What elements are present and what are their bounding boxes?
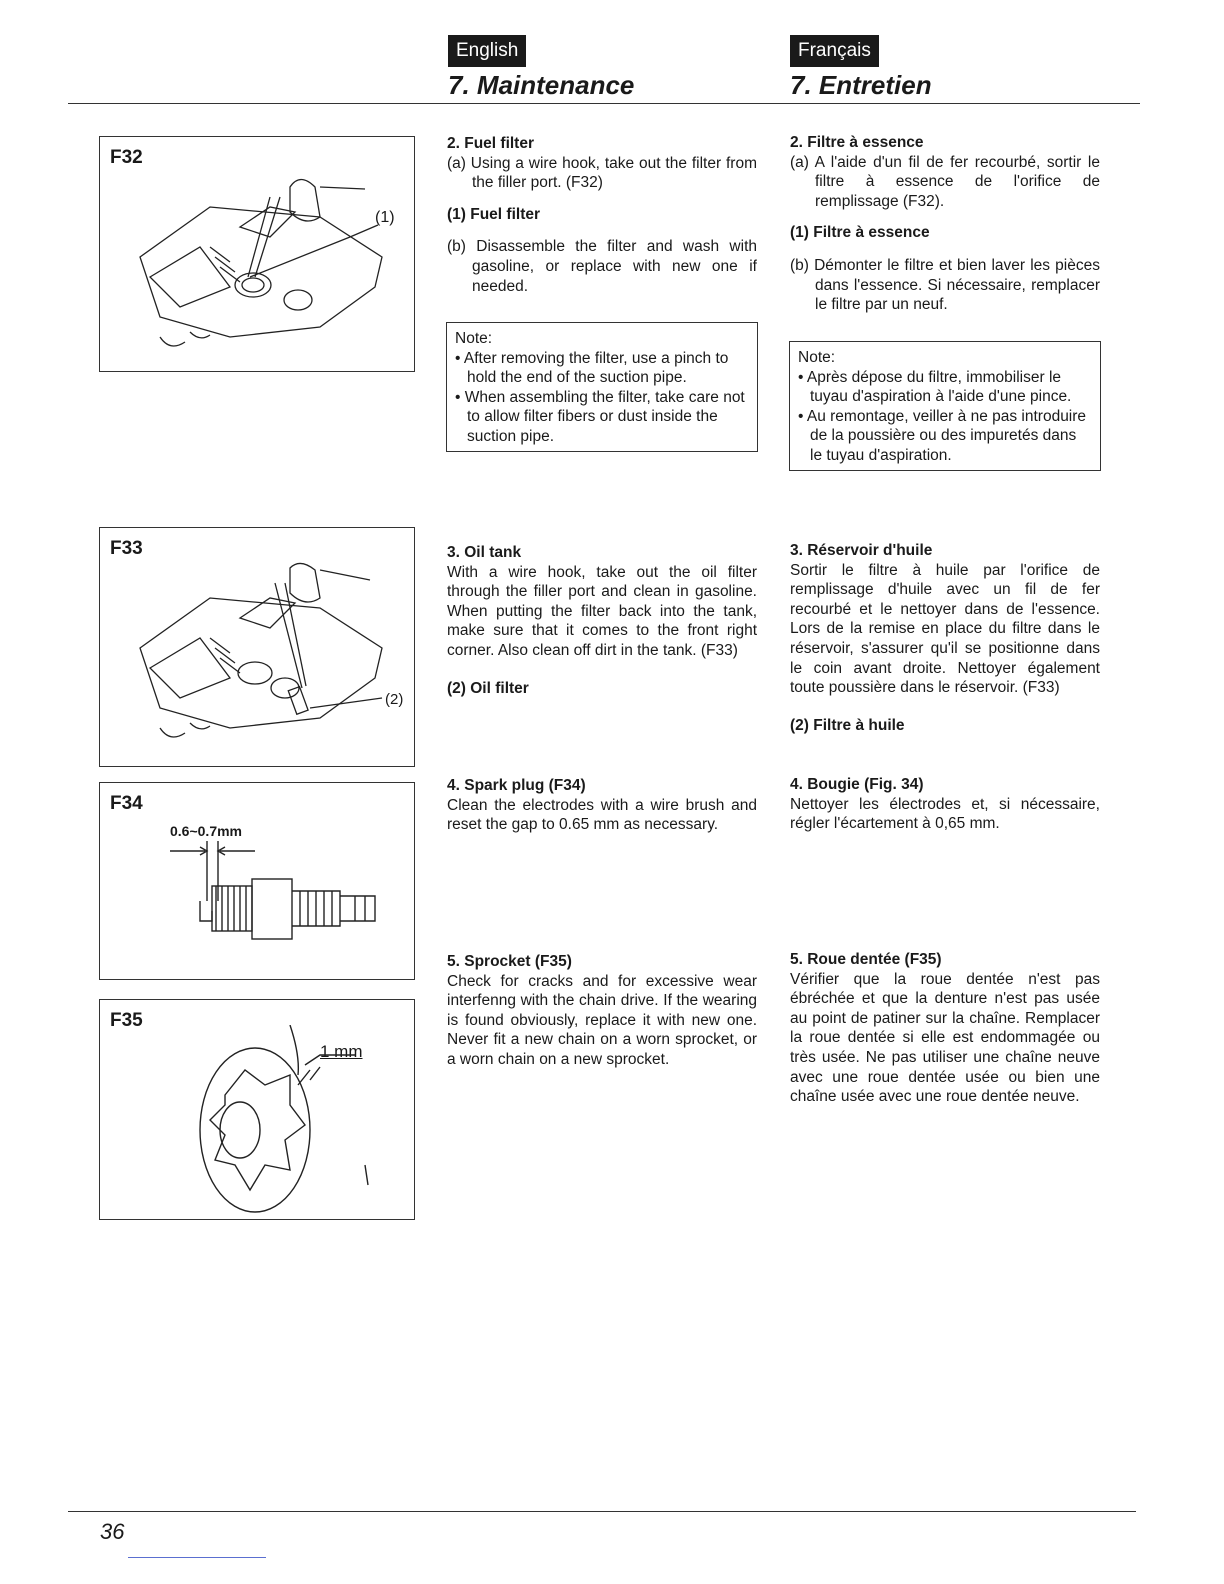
french-oil-tank-callout: (2) Filtre à huile xyxy=(790,716,905,734)
english-spark-plug-section xyxy=(447,776,757,835)
french-oil-tank-section xyxy=(790,541,1100,735)
english-fuel-filter-step-a: (a) Using a wire hook, take out the filter from the filler port. (F32) xyxy=(447,154,757,192)
french-oil-tank-body: Sortir le filtre à huile par l'orifice de remplissage d'huile avec un fil de fer recourbé et le nettoyer dans de l'essence. Lors de la remise en place du filtre dans le réservoir, s'assurer qu'il se positionne dans le coin avant droite. Nettoyer également toute poussière dans le réservoir. (F33) xyxy=(790,561,1100,697)
english-section-title: 7. Maintenance xyxy=(448,70,635,100)
french-fuel-filter-heading: 2. Filtre à essence xyxy=(790,134,924,151)
header-rule xyxy=(68,103,1140,104)
english-oil-tank-heading: 3. Oil tank xyxy=(447,544,522,561)
note-title: Note: xyxy=(798,349,836,366)
note-item: • Après dépose du filtre, immobiliser le tuyau d'aspiration à l'aide d'une pince. xyxy=(798,368,1072,406)
figure-f32 xyxy=(99,136,415,372)
french-fuel-filter-step-b: (b) Démonter le filtre et bien laver les pièces dans l'essence. Si nécessaire, remplacer le filtre par un neuf. xyxy=(790,256,1100,314)
note-item: • When assembling the filter, take care not to allow filter fibers or dust inside the suction pipe. xyxy=(455,388,745,445)
spark-plug-illustration xyxy=(160,841,400,951)
english-fuel-filter-section xyxy=(447,134,757,296)
english-fuel-filter-heading: 2. Fuel filter xyxy=(447,135,534,152)
english-oil-tank-body: With a wire hook, take out the oil filter through the filler port and clean in gasoline. When putting the filter back into the tank, make sure that it comes to the front right corner. Also clean off dirt in the tank. (F33) xyxy=(447,563,757,659)
figure-label: F32 xyxy=(110,147,143,168)
french-fuel-filter-step-a: (a) A l'aide d'un fil de fer recourbé, sortir le filtre à essence de l'orifice de remplissage (F32). xyxy=(790,153,1100,210)
french-oil-tank-heading: 3. Réservoir d'huile xyxy=(790,542,933,559)
footer-rule xyxy=(68,1511,1136,1512)
page-number: 36 xyxy=(100,1519,125,1544)
french-language-tag: Français xyxy=(790,35,879,67)
figure-f33 xyxy=(99,527,415,767)
footer-link-underline xyxy=(128,1557,266,1558)
figure-label: F33 xyxy=(110,538,143,559)
figure-label: F34 xyxy=(110,793,143,814)
english-language-tag: English xyxy=(448,35,526,67)
french-section-title: 7. Entretien xyxy=(790,70,932,100)
english-spark-plug-body: Clean the electrodes with a wire brush and reset the gap to 0.65 mm as necessary. xyxy=(447,796,757,834)
english-spark-plug-heading: 4. Spark plug (F34) xyxy=(447,777,586,794)
note-item: • Au remontage, veiller à ne pas introduire de la poussière ou des impuretés dans le tuyau d'aspiration. xyxy=(798,407,1087,464)
figure-f34 xyxy=(99,782,415,980)
english-oil-tank-callout: (2) Oil filter xyxy=(447,679,529,697)
figure-f35 xyxy=(99,999,415,1220)
gap-dimension-label: 0.6~0.7mm xyxy=(170,823,242,839)
fuel-tank-illustration xyxy=(120,167,410,367)
note-title: Note: xyxy=(455,330,493,347)
english-sprocket-section xyxy=(447,952,757,1070)
french-sprocket-heading: 5. Roue dentée (F35) xyxy=(790,951,942,968)
french-spark-plug-body: Nettoyer les électrodes et, si nécessaire, régler l'écartement à 0,65 mm. xyxy=(790,795,1100,833)
french-sprocket-section xyxy=(790,950,1100,1107)
french-fuel-filter-note xyxy=(789,341,1101,471)
english-sprocket-body: Check for cracks and for excessive wear interfenng with the chain drive. If the wearing is found obviously, replace it with new one. Never fit a new chain on a worn sprocket, or a worn chain on a new sprocket. xyxy=(447,972,757,1068)
figure-label: F35 xyxy=(110,1010,143,1031)
french-sprocket-body: Vérifier que la roue dentée n'est pas ébréchée et que la denture n'est pas usée au point de patiner sur la chaîne. Remplacer la roue dentée si elle est endommagée ou très usée. Ne pas utiliser une chaîne neuve avec une roue dentée usée ou bien une chaîne usée avec une roue dentée neuve. xyxy=(790,970,1100,1106)
english-fuel-filter-step-b: (b) Disassemble the filter and wash with gasoline, or replace with new one if needed. xyxy=(447,238,757,295)
french-fuel-filter-callout: (1) Filtre à essence xyxy=(790,224,930,242)
french-spark-plug-section xyxy=(790,775,1100,834)
note-item: • After removing the filter, use a pinch to hold the end of the suction pipe. xyxy=(455,349,729,387)
french-fuel-filter-section xyxy=(790,133,1100,315)
english-sprocket-heading: 5. Sprocket (F35) xyxy=(447,953,572,970)
english-fuel-filter-callout: (1) Fuel filter xyxy=(447,205,541,223)
english-oil-tank-section xyxy=(447,543,757,698)
callout-1-label: (1) xyxy=(375,209,395,226)
sprocket-illustration xyxy=(180,1025,400,1215)
wear-dimension-label: 1 mm xyxy=(320,1042,363,1061)
oil-tank-illustration xyxy=(120,558,410,758)
french-spark-plug-heading: 4. Bougie (Fig. 34) xyxy=(790,776,924,793)
english-fuel-filter-note xyxy=(446,322,758,452)
callout-2-label: (2) xyxy=(385,691,404,708)
